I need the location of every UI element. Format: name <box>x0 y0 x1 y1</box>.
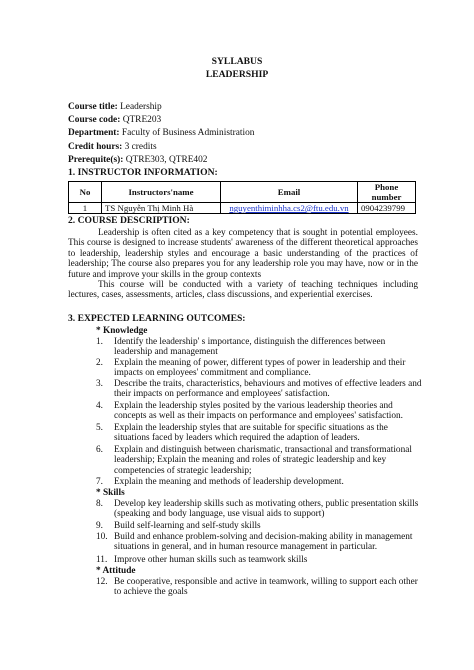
credit-hours-label: Credit hours: <box>68 141 123 152</box>
item-number: 1. <box>96 337 103 347</box>
instructor-phone: 0904239799 <box>358 203 416 214</box>
list-item <box>96 379 422 400</box>
section-heading-outcomes: 3. EXPECTED LEARNING OUTCOMES: <box>68 313 246 324</box>
description-paragraph-2: This course will be conducted with a variety of teaching techniques including lectures, cases, assessments, articles, class discussions, and experiential exercises. <box>68 280 418 301</box>
credit-hours-row <box>68 141 254 154</box>
list-item <box>96 521 422 531</box>
prerequisites-value: QTRE303, QTRE402 <box>125 154 208 165</box>
item-number: 9. <box>96 521 103 531</box>
item-text: Describe the traits, characteristics, behaviours and motives of effective leaders and their impacts on performance and employees' satisfaction. <box>114 379 422 400</box>
section-heading-instructor: 1. INSTRUCTOR INFORMATION: <box>68 167 218 178</box>
department-value: Faculty of Business Administration <box>121 128 255 139</box>
instructor-email-link[interactable]: nguyenthiminhha.cs2@ftu.edu.vn <box>229 203 349 213</box>
list-item <box>96 358 422 379</box>
item-number: 8. <box>96 499 103 509</box>
item-number: 3. <box>96 379 103 389</box>
item-text: Explain the leadership styles posited by the various leadership theories and concepts as well as their impacts on performance and employees' satisfaction. <box>114 401 404 422</box>
item-number: 11. <box>96 555 108 565</box>
item-number: 7. <box>96 477 103 487</box>
course-code-value: QTRE203 <box>122 115 162 126</box>
item-number: 6. <box>96 445 103 455</box>
column-header-no: No <box>69 182 102 203</box>
list-item <box>96 337 422 358</box>
list-item <box>96 532 422 553</box>
course-title-value: Leadership <box>120 102 162 112</box>
instructor-email-cell <box>221 203 358 214</box>
list-item <box>96 445 422 476</box>
course-code-row <box>68 114 254 127</box>
item-number: 12. <box>96 577 108 587</box>
item-number: 5. <box>96 423 103 433</box>
group-label-attitude: * Attitude <box>96 566 136 576</box>
group-label-skills: * Skills <box>96 488 125 498</box>
list-item <box>96 577 422 598</box>
column-header-email: Email <box>221 182 358 203</box>
course-info <box>68 101 254 167</box>
instructor-no: 1 <box>69 203 102 214</box>
prerequisites-label: Prerequite(s): <box>68 154 124 165</box>
item-number: 10. <box>96 532 108 542</box>
doc-title-course: LEADERSHIP <box>205 69 269 80</box>
course-title-row <box>68 101 254 114</box>
course-code-label: Course code: <box>68 115 121 126</box>
item-text: Build self-learning and self-study skills <box>114 521 261 531</box>
table-header-row <box>69 182 416 203</box>
item-text: Explain the leadership styles that are suitable for specific situations as the situations faced by leaders which required the adaption of leaders. <box>114 423 388 444</box>
column-header-name: Instructors'name <box>102 182 221 203</box>
section-heading-description: 2. COURSE DESCRIPTION: <box>68 215 190 226</box>
list-item <box>96 401 422 422</box>
list-item <box>96 477 422 487</box>
table-row <box>69 203 416 214</box>
item-text: Explain the meaning and methods of leadership development. <box>114 477 344 487</box>
item-text: Identify the leadership' s importance, distinguish the differences between leadership and management <box>114 337 386 358</box>
department-label: Department: <box>68 128 120 139</box>
column-header-phone: Phone number <box>358 182 416 203</box>
department-row <box>68 127 254 140</box>
doc-title-syllabus: SYLLABUS <box>211 56 263 67</box>
item-text: Develop key leadership skills such as motivating others, public presentation skills (speaking and body language, use visual aids to support) <box>114 499 419 520</box>
instructor-table <box>68 181 416 214</box>
list-item <box>96 555 422 565</box>
instructor-name: TS Nguyễn Thị Minh Hà <box>102 203 221 214</box>
item-text: Be cooperative, responsible and active in teamwork, willing to support each other to achieve the goals <box>114 577 418 598</box>
prerequisites-row <box>68 154 254 167</box>
description-paragraph-1: Leadership is often cited as a key competency that is sought in potential employees. This course is designed to increase students' awareness of the different theoretical approaches to leadership, leadership styles and encourage a basic understanding of the practices of leadership; The course also prepares you for any leadership role you may have, now or in the future and improve your skills in the group contexts <box>68 228 418 280</box>
course-title-label: Course title: <box>68 102 118 112</box>
item-text: Explain and distinguish between charismatic, transactional and transformational leadership; Explain the meaning and roles of strategic leadership and key competencies of strategic leadership; <box>114 445 412 476</box>
item-text: Build and enhance problem-solving and decision-making ability in management situations in general, and in human resource management in particular. <box>114 532 413 553</box>
list-item <box>96 423 422 444</box>
item-text: Explain the meaning of power, different types of power in leadership and their impacts on employees' commitment and compliance. <box>114 358 406 379</box>
list-item <box>96 499 422 520</box>
item-number: 4. <box>96 401 103 411</box>
group-label-knowledge: * Knowledge <box>96 326 148 336</box>
item-text: Improve other human skills such as teamwork skills <box>114 555 308 565</box>
credit-hours-value: 3 credits <box>124 141 157 152</box>
item-number: 2. <box>96 358 103 368</box>
